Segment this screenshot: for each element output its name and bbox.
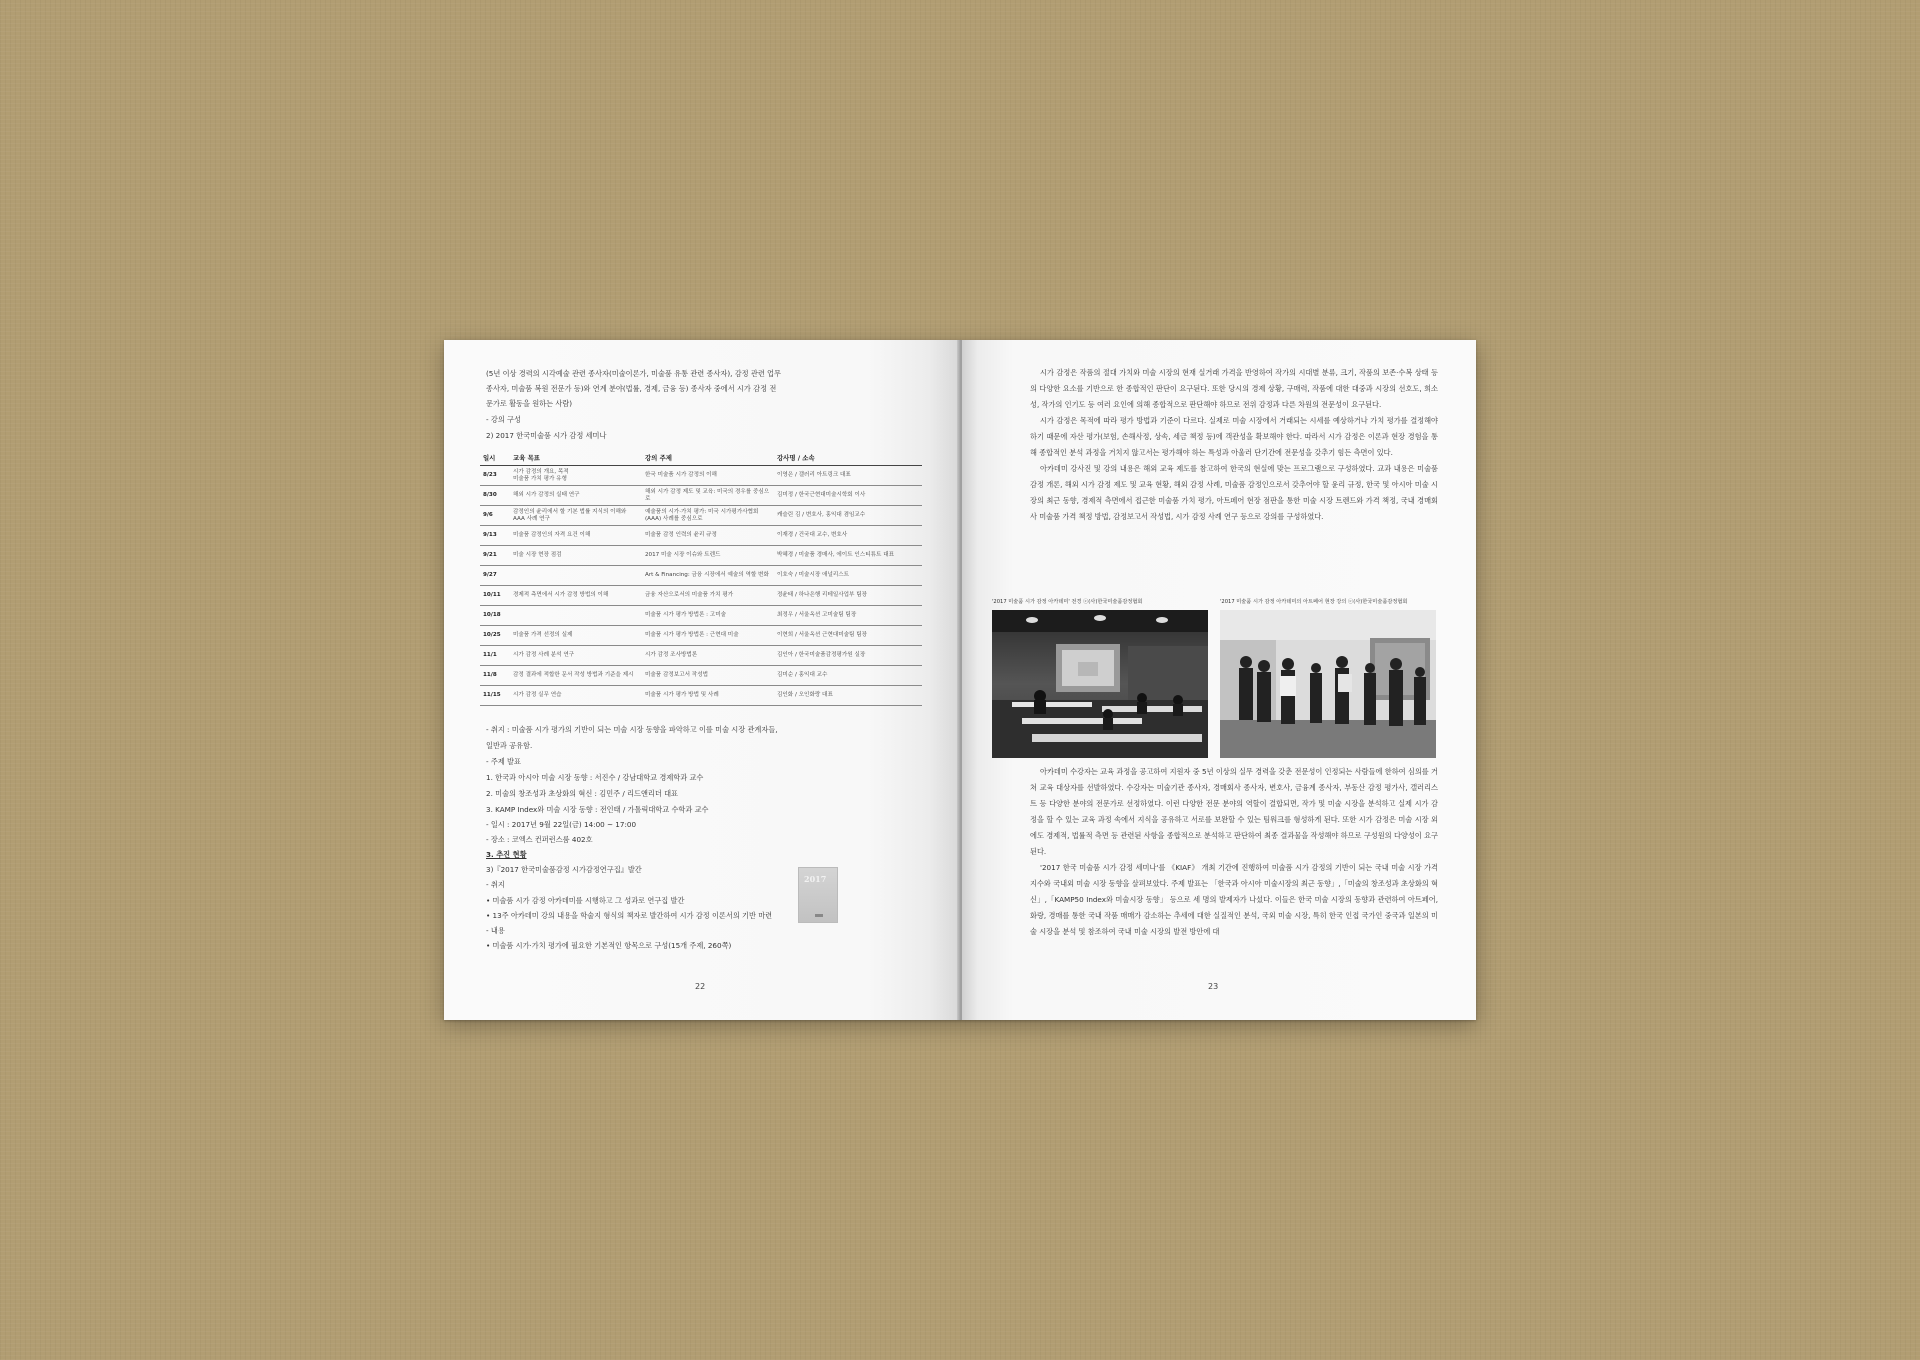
cell-date: 10/18	[480, 606, 510, 626]
subsection-title: 2) 2017 한국미술품 시가 감정 세미나	[486, 431, 607, 440]
cell-date: 11/1	[480, 646, 510, 666]
table-row	[480, 486, 922, 506]
body-line: - 일시 : 2017년 9월 22일(금) 14:00 ~ 17:00	[486, 820, 637, 829]
paragraph: 시가 감정은 작품의 절대 가치와 미술 시장의 현재 실거래 가격을 반영하여 작가의 시대별 분류, 크기, 작품의 보존·수복 상태 등의 다양한 요소를 기반으로 한 종합적인 판단이 요구된다. 또한 당시의 경제 상황, 구매력, 작품에 대한 대중과 시장의 선호도, 희소성, 작가의 인기도 등 여러 요인에 의해 종합적으로 판단해야 하므로 전위 감정과 다른 차원의 전문성이 요구된다.	[1030, 368, 1438, 409]
section-heading: 3. 추진 현황	[486, 850, 527, 859]
cell-goal: 감정인의 윤리에서 할 기본 법률 지식의 이해와 AAA 사례 연구	[510, 506, 642, 526]
cell-date: 11/15	[480, 686, 510, 706]
cell-topic: 미술품 감정 인력의 윤리 규정	[642, 526, 774, 546]
cell-topic: 금융 자산으로서의 미술품 가치 평가	[642, 586, 774, 606]
cell-lecturer: 박혜경 / 미술품 경매사, 에이트 인스티튜트 대표	[774, 546, 922, 566]
col-header-lecturer: 강사명 / 소속	[774, 450, 922, 466]
sub-line: • 미술품 시가 감정 아카데미를 시행하고 그 성과로 연구집 발간	[486, 896, 685, 905]
body-paragraphs-bottom	[1030, 764, 1438, 940]
cell-goal: 감정 결과에 적합한 문서 작성 방법과 기준을 제시	[510, 666, 642, 686]
cell-goal: 미술 시장 현장 점검	[510, 546, 642, 566]
cell-date: 9/27	[480, 566, 510, 586]
table-row	[480, 586, 922, 606]
cell-date: 8/30	[480, 486, 510, 506]
page-number: 22	[695, 982, 706, 991]
cell-date: 11/8	[480, 666, 510, 686]
col-header-date: 일시	[480, 450, 510, 466]
cell-lecturer: 캐슬린 김 / 변호사, 홍익대 겸임교수	[774, 506, 922, 526]
cell-goal: 시가 감정 실무 연습	[510, 686, 642, 706]
cell-lecturer: 최정우 / 서울옥션 고미술팀 팀장	[774, 606, 922, 626]
body-line: 3. KAMP Index와 미술 시장 동향 : 전인태 / 가톨릭대학교 수학과 교수	[486, 805, 709, 814]
sub-line: - 취지	[486, 880, 505, 889]
sub-line: • 13주 아카데미 강의 내용을 학술지 형식의 책자로 발간하여 시가 감정 이론서의 기반 마련	[486, 911, 773, 920]
cell-topic: 미술품 감정보고서 작성법	[642, 666, 774, 686]
sub-line: • 미술품 시가·가치 평가에 필요한 기본적인 항목으로 구성(15개 주제, 260쪽)	[486, 941, 732, 950]
table-row	[480, 666, 922, 686]
paragraph: '2017 한국 미술품 시가 감정 세미나'를 《KIAF》 개최 기간에 진행하여 미술품 시가 감정의 기반이 되는 국내 미술 시장 가격 지수와 국내외 미술 시장 동향을 살펴보았다. 주제 발표는 「한국과 아시아 미술시장의 최근 동향」,「미술의 창조성과 초상화의 혁신」,「KAMP50 Index와 미술시장 동향」 등으로 세 명의 발제자가 나섰다. 이들은 한국 미술 시장의 동향과 관련하여 아트페어, 화랑, 경매를 통한 국내 작품 매매가 감소하는 추세에 대한 실질적인 분석, 국외 미술 시장, 특히 한국 인접 국가인 중국과 일본의 미술 시장을 분석 및 참조하여 국내 미술 시장의 발전 방안에 대	[1030, 863, 1438, 936]
cell-lecturer: 이재경 / 건국대 교수, 변호사	[774, 526, 922, 546]
table-row	[480, 506, 922, 526]
body-paragraphs-top	[1030, 365, 1438, 525]
seminar-schedule-table	[480, 450, 922, 706]
cell-goal: 시가 감정의 개요, 목적 미술품 가치 평가 유형	[510, 466, 642, 486]
cell-date: 10/25	[480, 626, 510, 646]
cell-lecturer: 김미정 / 한국근현대미술시학회 이사	[774, 486, 922, 506]
cell-date: 9/6	[480, 506, 510, 526]
cell-lecturer: 김인화 / 오인화랑 대표	[774, 686, 922, 706]
cell-topic: 해외 시가 감정 제도 및 교육: 미국의 경우를 중심으로	[642, 486, 774, 506]
left-page	[444, 340, 960, 1020]
table-header-row	[480, 450, 922, 466]
sub-line: - 내용	[486, 926, 505, 935]
cover-logo-mark	[815, 914, 823, 917]
cell-lecturer: 이현희 / 서울옥션 근현대미술팀 팀장	[774, 626, 922, 646]
col-header-goal: 교육 목표	[510, 450, 642, 466]
cell-date: 9/21	[480, 546, 510, 566]
cell-date: 9/13	[480, 526, 510, 546]
table-row	[480, 546, 922, 566]
cell-topic: 예술품의 시가·가치 평가: 미국 시가평가사협회(AAA) 사례를 중심으로	[642, 506, 774, 526]
body-line: 1. 한국과 아시아 미술 시장 동향 : 서진수 / 강남대학교 경제학과 교수	[486, 773, 704, 782]
cell-topic: 한국 미술품 시가 감정의 이해	[642, 466, 774, 486]
intro-line: (5년 이상 경력의 시각예술 관련 종사자(미술이론가, 미술품 유통 관련 종사자), 감정 관련 업무	[486, 369, 781, 378]
paragraph: 시가 감정은 목적에 따라 평가 방법과 기준이 다르다. 실제로 미술 시장에서 거래되는 시세를 예상하거나 가치 평가를 결정해야 하기 때문에 자산 평가(보험, 손해사정, 상속, 세금 책정 등)에 객관성을 확보해야 한다. 따라서 시가 감정은 이론과 현장 경험을 통해 종합적인 분석 과정을 거치지 않고서는 평가해야 하는 특성과 아울러 단기간에 전문성을 갖추기 힘든 측면이 있다.	[1030, 416, 1438, 457]
table-row	[480, 526, 922, 546]
body-line: 2. 미술의 창조성과 초상화의 혁신 : 김민주 / 리드앤리더 대표	[486, 789, 678, 798]
cell-goal	[510, 606, 642, 626]
body-line: - 취지 : 미술품 시가 평가의 기반이 되는 미술 시장 동향을 파악하고 이를 미술 시장 관계자들,	[486, 725, 778, 734]
table-row	[480, 466, 922, 486]
table-row	[480, 626, 922, 646]
cell-topic: 시가 감정 조사방법론	[642, 646, 774, 666]
cell-goal: 시가 감정 사례 분석 연구	[510, 646, 642, 666]
cell-lecturer: 김미순 / 홍익대 교수	[774, 666, 922, 686]
cell-goal: 경제적 측면에서 시가 감정 방법의 이해	[510, 586, 642, 606]
intro-line: 문가로 활동을 원하는 사람)	[486, 399, 573, 408]
cell-lecturer: 정윤태 / 하나은행 리테일사업부 팀장	[774, 586, 922, 606]
section-item: - 강의 구성	[486, 415, 521, 424]
page-number: 23	[1208, 982, 1219, 991]
cell-goal	[510, 566, 642, 586]
table-row	[480, 606, 922, 626]
cell-topic: 미술품 시가 평가 방법 및 사례	[642, 686, 774, 706]
cell-date: 8/23	[480, 466, 510, 486]
cell-goal: 미술품 가격 선정의 실제	[510, 626, 642, 646]
body-line: 일반과 공유함.	[486, 741, 533, 750]
body-line: - 주제 발표	[486, 757, 521, 766]
intro-line: 종사자, 미술품 복원 전문가 등)와 연계 분야(법률, 경제, 금융 등) 종사자 중에서 시가 감정 전	[486, 384, 777, 393]
publication-cover-thumbnail	[798, 867, 838, 923]
seminar-room-photo-graphic	[992, 610, 1208, 758]
cell-topic: Art & Financing: 금융 시장에서 예술의 역할 변화	[642, 566, 774, 586]
cover-title: 2017	[804, 874, 827, 884]
paragraph: 아카데미 강사진 및 강의 내용은 해외 교육 제도를 참고하여 한국의 현실에 맞는 프로그램으로 구성하였다. 교과 내용은 미술품 감정 개론, 해외 시가 감정 제도 및 교육 현황, 해외 감정 사례, 미술품 감정인으로서 갖추어야 할 윤리 규정, 한국 및 아시아 미술 시장의 최근 동향, 경제적 측면에서 접근한 미술품 가치 평가, 아트페어 현장 점판을 통한 미술 시장 트렌드와 가격 책정, 국내 경매회사 미술품 가격 책정 방법, 감정보고서 작성법, 시가 감정 사례 연구 등으로 강의를 구성하였다.	[1030, 464, 1438, 521]
cell-topic: 2017 미술 시장 이슈와 트렌드	[642, 546, 774, 566]
cell-goal: 미술품 감정인의 자격 요건 이해	[510, 526, 642, 546]
cell-lecturer: 김인아 / 한국미술품감정평가원 실장	[774, 646, 922, 666]
cell-topic: 미술품 시가 평가 방법론 : 고미술	[642, 606, 774, 626]
cell-goal: 해외 시가 감정의 실태 연구	[510, 486, 642, 506]
cell-topic: 미술품 시가 평가 방법론 : 근현대 미술	[642, 626, 774, 646]
cell-lecturer: 이호숙 / 미술시장 애널리스트	[774, 566, 922, 586]
sub-line: 3)『2017 한국미술품감정 시가감정연구집』발간	[486, 865, 642, 874]
art-fair-lecture-photo	[1220, 610, 1436, 758]
right-page	[962, 340, 1476, 1020]
body-line: - 장소 : 코엑스 컨퍼런스룸 402호	[486, 835, 593, 844]
table-row	[480, 646, 922, 666]
open-booklet-spread	[444, 340, 1476, 1020]
table-row	[480, 566, 922, 586]
paragraph: 아카데미 수강자는 교육 과정을 공고하여 지원자 중 5년 이상의 실무 경력을 갖춘 전문성이 인정되는 사람들에 한하여 심의를 거쳐 교육 대상자를 선발하였다. 수강자는 미술기관 종사자, 경매회사 종사자, 변호사, 금융계 종사자, 부동산 감정 평가사, 갤러리스트 등 다양한 분야의 전문가로 선정하였다. 이런 다양한 전문 분야의 역할이 결합되면, 작가 및 미술 시장을 분석하고 실제 시가 감정을 할 수 있는 교육 과정 속에서 지식을 공유하고 서로를 보완할 수 있는 팀워크를 형성하게 된다. 또한 시가 감정은 미술 시장 외에도 경제적, 법률적 측면 등 관련된 사항을 종합적으로 분석하고 판단하여 최종 결과물을 작성해야 하므로 구성원의 다양성이 요구된다.	[1030, 767, 1438, 856]
photo-caption-left: '2017 미술품 시가 감정 아카데미' 전경 ⓒ(사)한국미술품감정협회	[992, 599, 1143, 605]
art-fair-lecture-photo-graphic	[1220, 610, 1436, 758]
cell-lecturer: 이영은 / 갤러리 아트링크 대표	[774, 466, 922, 486]
cell-date: 10/11	[480, 586, 510, 606]
table-row	[480, 686, 922, 706]
col-header-topic: 강의 주제	[642, 450, 774, 466]
photo-caption-right: '2017 미술품 시가 감정 아카데미의 아트페어 현장 강의 ⓒ(사)한국미술품감정협회	[1220, 599, 1408, 605]
seminar-room-photo	[992, 610, 1208, 758]
